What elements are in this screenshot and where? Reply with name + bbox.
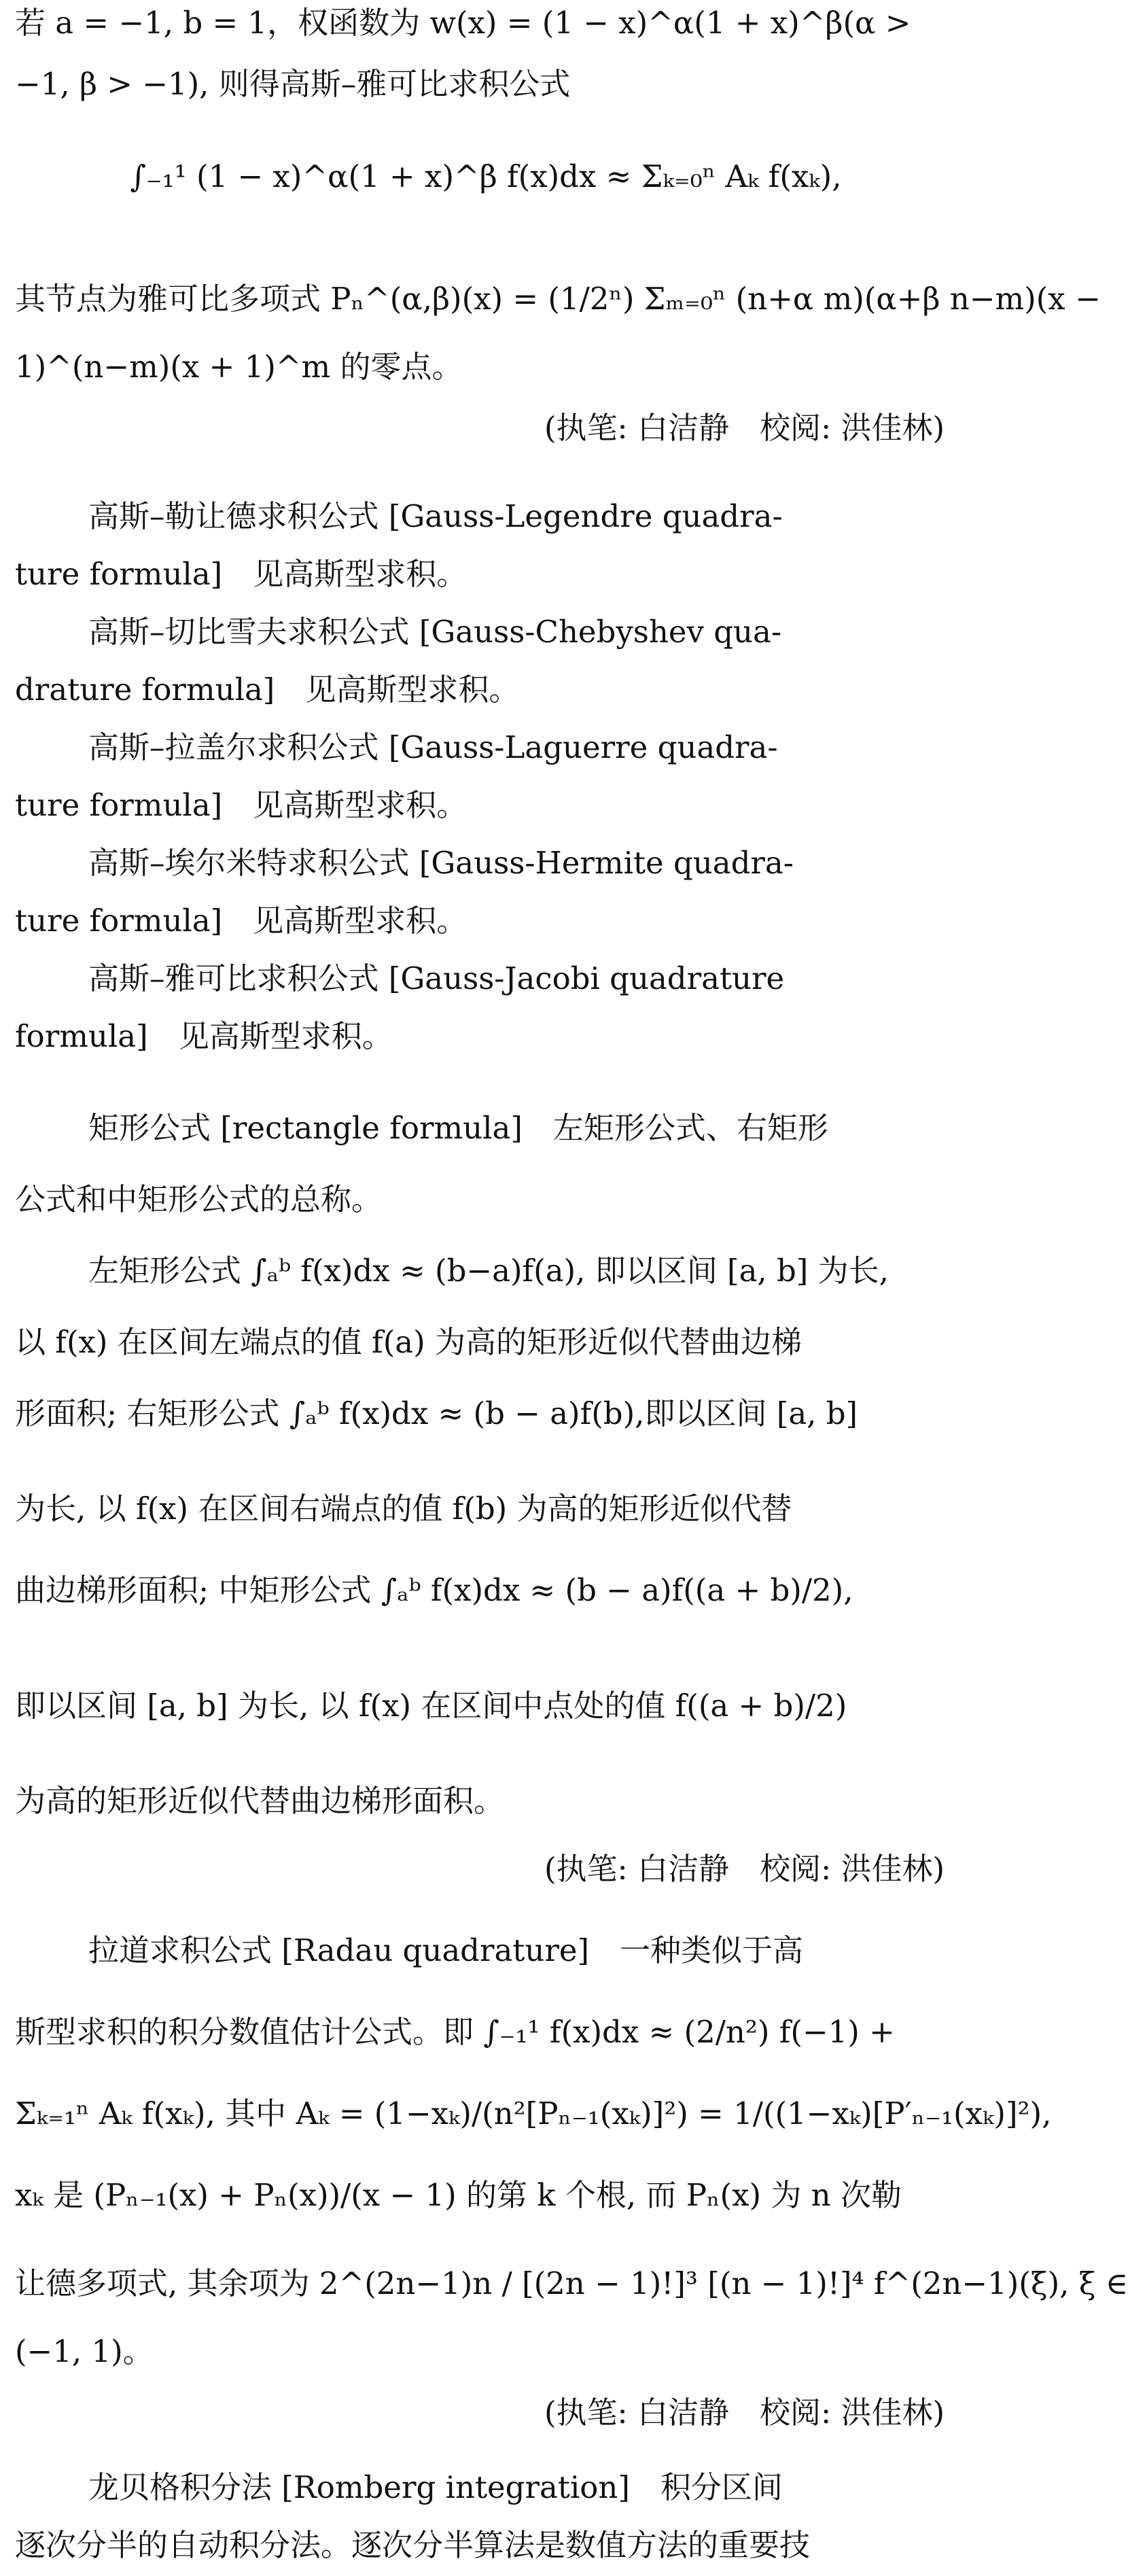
text-line: 高斯–埃尔米特求积公式 [Gauss-Hermite quadra-: [88, 845, 794, 881]
text-line: −1, β > −1), 则得高斯–雅可比求积公式: [15, 66, 571, 102]
text-line: 矩形公式 [rectangle formula] 左矩形公式、右矩形: [88, 1110, 828, 1146]
text-line: 其节点为雅可比多项式 Pₙ^(α,β)(x) = (1/2ⁿ) Σₘ₌₀ⁿ (n+α m)(α+β n−m)(x −: [15, 281, 1101, 317]
text-line: (−1, 1)。: [15, 2333, 154, 2369]
text-line: 高斯–雅可比求积公式 [Gauss-Jacobi quadrature: [88, 960, 785, 996]
text-line: 龙贝格积分法 [Romberg integration] 积分区间: [88, 2469, 783, 2505]
text-line: 斯型求积的积分数值估计公式。即 ∫₋₁¹ f(x)dx ≈ (2/n²) f(−1) +: [15, 2014, 895, 2050]
text-line: 即以区间 [a, b] 为长, 以 f(x) 在区间中点处的值 f((a + b)/2): [15, 1688, 847, 1724]
text-line: drature formula] 见高斯型求积。: [15, 672, 520, 708]
text-line: 曲边梯形面积; 中矩形公式 ∫ₐᵇ f(x)dx ≈ (b − a)f((a + b)/2),: [15, 1572, 853, 1608]
text-line: 让德多项式, 其余项为 2^(2n−1)n / [(2n − 1)!]³ [(n − 1)!]⁴ f^(2n−1)(ξ), ξ ∈: [15, 2265, 1128, 2301]
text-line: ture formula] 见高斯型求积。: [15, 787, 468, 823]
text-line: 高斯–拉盖尔求积公式 [Gauss-Laguerre quadra-: [88, 729, 778, 765]
text-line: 若 a = −1, b = 1，权函数为 w(x) = (1 − x)^α(1 + x)^β(α >: [15, 5, 911, 41]
text-line: 高斯–切比雪夫求积公式 [Gauss-Chebyshev qua-: [88, 614, 782, 650]
text-line: 形面积; 右矩形公式 ∫ₐᵇ f(x)dx ≈ (b − a)f(b),即以区间 [a, b]: [15, 1395, 858, 1431]
text-line: (执笔: 白洁静 校阅: 洪佳林): [544, 1851, 945, 1887]
text-line: xₖ 是 (Pₙ₋₁(x) + Pₙ(x))/(x − 1) 的第 k 个根, 而 Pₙ(x) 为 n 次勒: [15, 2177, 902, 2213]
text-line: Σₖ₌₁ⁿ Aₖ f(xₖ), 其中 Aₖ = (1−xₖ)/(n²[Pₙ₋₁(xₖ)]²) = 1/((1−xₖ)[P′ₙ₋₁(xₖ)]²),: [15, 2095, 1052, 2131]
text-line: 以 f(x) 在区间左端点的值 f(a) 为高的矩形近似代替曲边梯: [15, 1324, 802, 1360]
text-line: 逐次分半的自动积分法。逐次分半算法是数值方法的重要技: [15, 2527, 811, 2563]
text-line: ∫₋₁¹ (1 − x)^α(1 + x)^β f(x)dx ≈ Σₖ₌₀ⁿ Aₖ f(xₖ),: [130, 158, 842, 194]
text-line: 高斯–勒让德求积公式 [Gauss-Legendre quadra-: [88, 498, 783, 534]
text-line: formula] 见高斯型求积。: [15, 1018, 393, 1054]
text-line: ture formula] 见高斯型求积。: [15, 903, 468, 939]
text-line: 为高的矩形近似代替曲边梯形面积。: [15, 1783, 505, 1819]
text-line: (执笔: 白洁静 校阅: 洪佳林): [544, 2395, 945, 2431]
text-line: 为长, 以 f(x) 在区间右端点的值 f(b) 为高的矩形近似代替: [15, 1491, 792, 1527]
text-line: 拉道求积公式 [Radau quadrature] 一种类似于高: [88, 1932, 804, 1968]
text-line: 左矩形公式 ∫ₐᵇ f(x)dx ≈ (b−a)f(a), 即以区间 [a, b] 为长,: [88, 1253, 889, 1289]
text-line: 1)^(n−m)(x + 1)^m 的零点。: [15, 349, 463, 385]
text-line: 公式和中矩形公式的总称。: [15, 1181, 383, 1217]
text-line: (执笔: 白洁静 校阅: 洪佳林): [544, 410, 945, 446]
text-line: ture formula] 见高斯型求积。: [15, 556, 468, 592]
